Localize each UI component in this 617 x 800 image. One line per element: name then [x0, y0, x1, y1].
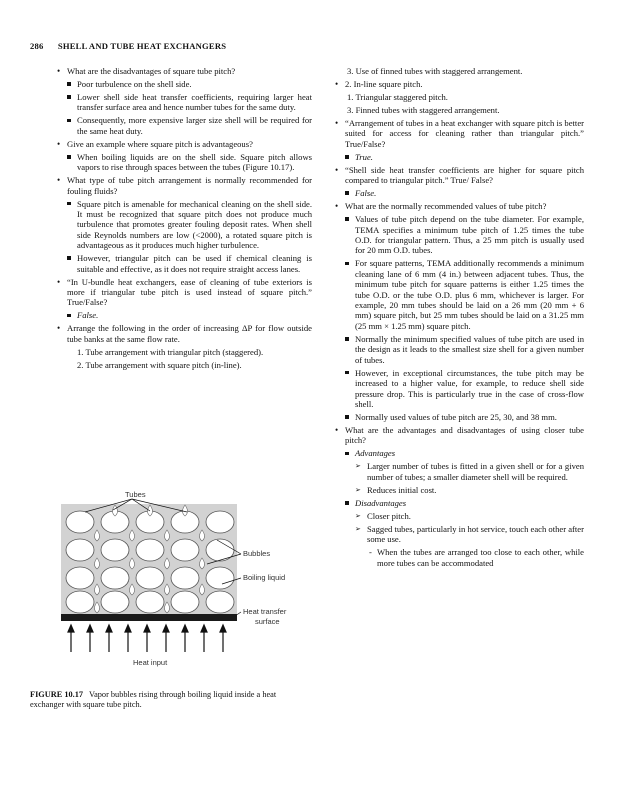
list-item: Square pitch is amenable for mechanical cleaning on the shell side. It must be recognized that square pitch does not produce much turbulence that promotes greater fouling deposit rates. When shell side Reynolds numbers are low (<2000), a rotated square pitch is advantageous as it produces much higher turbulence. [57, 199, 312, 251]
tube [136, 591, 164, 613]
tube [66, 539, 94, 561]
list-item: However, triangular pitch can be used if chemical cleaning is suitable and effective, as it does not require straight access lanes. [57, 253, 312, 274]
running-title: SHELL AND TUBE HEAT EXCHANGERS [57, 41, 227, 51]
list-item: ➢ Larger number of tubes is fitted in a given shell or for a given number of tubes; a smaller diameter shell will be required. [335, 461, 584, 482]
list-item: Normally used values of tube pitch are 25, 30, and 38 mm. [335, 412, 584, 422]
list-item: 2. Tube arrangement with square pitch (in-line). [77, 359, 242, 370]
figure-caption-label: FIGURE 10.17 [30, 690, 84, 699]
question-item: • “Shell side heat transfer coefficients are higher for square pitch compared to triangular pitch.” True/ False? [335, 165, 584, 186]
label-bubbles: Bubbles [243, 549, 271, 558]
label-heat-input: Heat input [133, 658, 168, 667]
list-item: For square patterns, TEMA additionally recommends a minimum cleaning lane of 6 mm (4 in.) between adjacent tubes. Thus, the minimum tube pitch for square patterns is either 1.25 times the tube O.D. or the tube O.D. plus 6 mm, whichever is larger. For example, 20 mm tubes should be laid on a 26 mm (20 mm + 6 mm) square pitch, but 25 mm tubes should be laid on a 31.25 mm (25 mm × 1.25 mm) square pitch. [335, 258, 584, 331]
list-item: ➢ Closer pitch. [335, 511, 584, 521]
question-item: • “In U-bundle heat exchangers, ease of cleaning of tube exteriors is more if triangular tube pitch is used instead of square pitch.” True/False? [57, 277, 312, 308]
figure-caption-text: Vapor bubbles rising through boiling liquid inside a heat exchanger with square tube pitch. [30, 690, 277, 709]
list-item: ➢ Sagged tubes, particularly in hot service, touch each other after some use. [335, 524, 584, 545]
page-number: 286 [30, 41, 44, 51]
tube [101, 539, 129, 561]
tube [206, 511, 234, 533]
list-item: - When the tubes are arranged too close to each other, while more tubes can be accommodated [335, 547, 584, 568]
list-item: Normally the minimum specified values of tube pitch are used in the design as it leads to the smallest size shell for a given number of tubes. [335, 334, 584, 365]
question-item: • What are the normally recommended values of tube pitch? [335, 201, 584, 211]
list-item: Disadvantages [335, 498, 584, 508]
heat-transfer-surface [61, 614, 237, 621]
tube [206, 567, 234, 589]
tube [171, 539, 199, 561]
question-item: • What are the disadvantages of square tube pitch? [57, 66, 312, 76]
question-item: • Arrange the following in the order of increasing ΔP for flow outside tube banks at the same flow rate. [57, 323, 312, 344]
tube [66, 511, 94, 533]
list-item: Values of tube pitch depend on the tube diameter. For example, TEMA specifies a minimum tube pitch of 1.25 times the tube O.D. for triangular pattern. Thus, a 25 mm pitch is usually used for 20 mm O.D. tubes. [335, 214, 584, 256]
tube [136, 567, 164, 589]
tube [136, 539, 164, 561]
question-item: • 2. In-line square pitch. [335, 79, 584, 89]
list-item: ➢ Reduces initial cost. [335, 485, 584, 495]
running-header [30, 41, 226, 51]
list-item: Advantages [335, 448, 584, 458]
figure-caption [30, 690, 312, 710]
label-boiling-liquid: Boiling liquid [243, 573, 286, 582]
question-item: • “Arrangement of tubes in a heat exchanger with square pitch is better suited for access for cleaning rather than triangular pitch.” True/False? [335, 118, 584, 149]
tube [101, 591, 129, 613]
list-item: Consequently, more expensive larger size shell will be required for the same heat duty. [57, 115, 312, 136]
label-heat-transfer: Heat transfer [243, 607, 287, 616]
label-surface: surface [255, 617, 280, 626]
list-item: Lower shell side heat transfer coefficients, requiring larger heat transfer surface area and hence number tubes for the same duty. [57, 92, 312, 113]
list-item: 3. Finned tubes with staggered arrangement. [347, 105, 500, 115]
list-item: 1. Tube arrangement with triangular pitch (staggered). [77, 346, 264, 357]
list-item: 3. Use of finned tubes with staggered arrangement. [347, 66, 523, 76]
tube [66, 591, 94, 613]
question-item: • What type of tube pitch arrangement is normally recommended for fouling fluids? [57, 175, 312, 196]
list-item: False. [57, 310, 312, 320]
left-column [57, 66, 312, 373]
tube [206, 539, 234, 561]
list-item: When boiling liquids are on the shell side. Square pitch allows vapors to rise through spaces between the tubes (Figure 10.17). [57, 152, 312, 173]
list-item: 1. Triangular staggered pitch. [347, 92, 448, 102]
boiling-diagram [57, 484, 312, 669]
tube [66, 567, 94, 589]
tube [171, 567, 199, 589]
list-item: True. [335, 152, 584, 162]
question-item: • What are the advantages and disadvantages of using closer tube pitch? [335, 425, 584, 446]
tube [101, 567, 129, 589]
right-column [335, 66, 584, 571]
list-item: False. [335, 188, 584, 198]
tube [206, 591, 234, 613]
list-item: However, in exceptional circumstances, the tube pitch may be increased to a higher value, for example, to reduce shell side pressure drop. This is particularly true in the case of cross-flow shell. [335, 368, 584, 410]
tube [171, 591, 199, 613]
question-item: • Give an example where square pitch is advantageous? [57, 139, 312, 149]
label-tubes: Tubes [125, 490, 146, 499]
list-item: Poor turbulence on the shell side. [57, 79, 312, 89]
